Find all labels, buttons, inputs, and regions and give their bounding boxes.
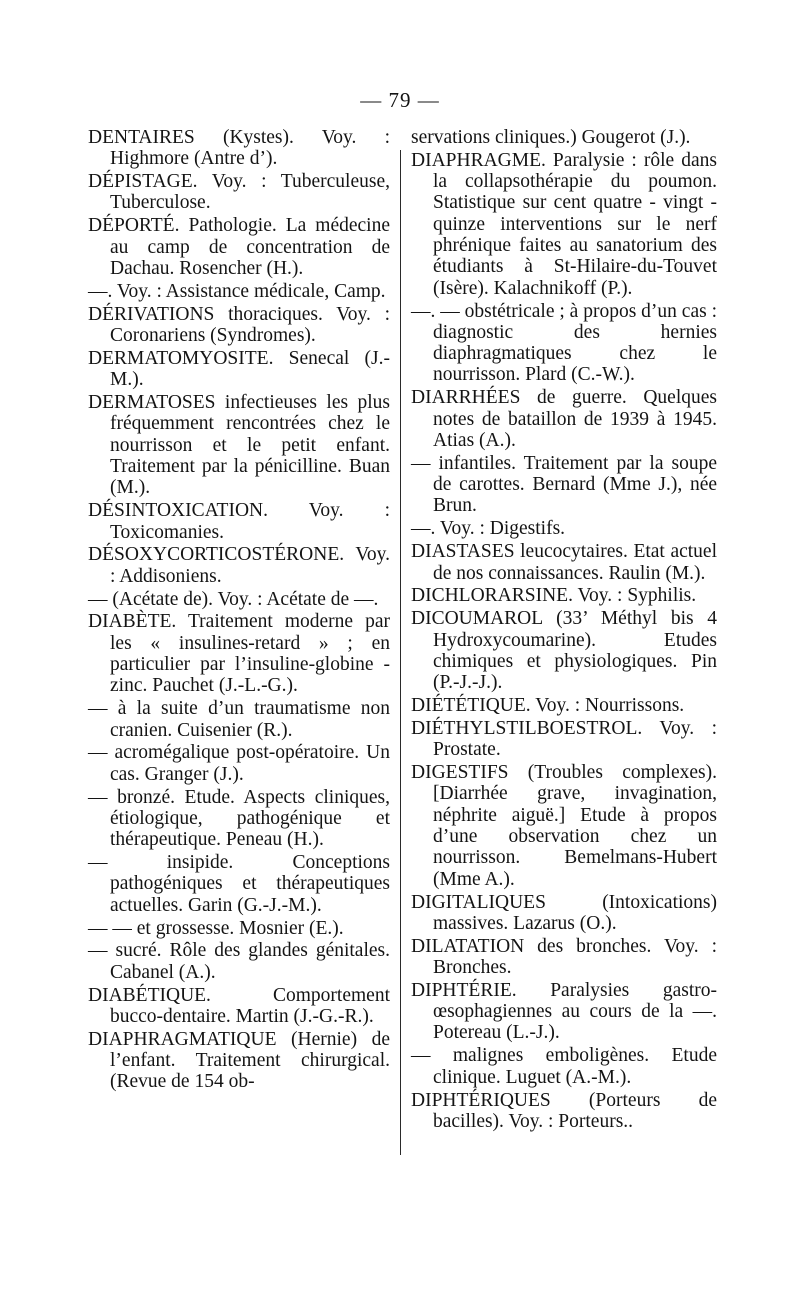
- index-entry: DIARRHÉES de guerre. Quelques notes de bataillon de 1939 à 1945. Atias (A.).: [411, 387, 717, 451]
- index-entry: DÉSINTOXICATION. Voy. : Toxicomanies.: [88, 500, 390, 543]
- index-entry: DIABÈTE. Traitement moderne par les « insulines-retard » ; en particulier par l’insuline-globine - zinc. Pauchet (J.-L.-G.).: [88, 611, 390, 697]
- index-subentry: — malignes emboligènes. Etude clinique. Luguet (A.-M.).: [411, 1045, 717, 1088]
- index-entry: DIGESTIFS (Troubles complexes). [Diarrhée grave, invagination, néphrite aiguë.] Etude à propos d’une observation chez un nourrisson. Bemelmans-Hubert (Mme A.).: [411, 762, 717, 890]
- index-subentry: — à la suite d’un traumatisme non cranien. Cuisenier (R.).: [88, 698, 390, 741]
- index-subentry: — insipide. Conceptions pathogéniques et thérapeutiques actuelles. Garin (G.-J.-M.).: [88, 852, 390, 916]
- index-entry: DÉSOXYCORTICOSTÉRONE. Voy. : Addisoniens.: [88, 544, 390, 587]
- index-entry: DÉPORTÉ. Pathologie. La médecine au camp de concentration de Dachau. Rosencher (H.).: [88, 215, 390, 279]
- index-entry: DIAPHRAGMATIQUE (Hernie) de l’enfant. Traitement chirurgical. (Revue de 154 ob-: [88, 1028, 390, 1093]
- index-entry: DERMATOSES infectieuses les plus fréquemment rencontrées chez le nourrisson et le petit enfant. Traitement par la pénicilline. Buan (M.).: [88, 392, 390, 499]
- index-subentry: — — et grossesse. Mosnier (E.).: [88, 917, 344, 939]
- index-entry: DIÉTHYLSTILBOESTROL. Voy. : Prostate.: [411, 717, 717, 761]
- index-subentry: —. — obstétricale ; à propos d’un cas : diagnostic des hernies diaphragmatiques chez le nourrisson. Plard (C.-W.).: [411, 300, 717, 386]
- index-subentry: —. Voy. : Assistance médicale, Camp.: [88, 280, 386, 302]
- right-column: [411, 127, 717, 1134]
- index-entry: DÉPISTAGE. Voy. : Tuberculeuse, Tuberculose.: [88, 171, 390, 214]
- index-subentry: — bronzé. Etude. Aspects cliniques, étiologique, pathogénique et thérapeutique. Peneau (H.).: [88, 786, 390, 851]
- index-entry: DIAPHRAGME. Paralysie : rôle dans la collapsothérapie du poumon. Statistique sur cent quatre - vingt - quinze interventions sur le nerf phrénique faites au sanatorium des étudiants à St-Hilaire-du-Touvet (Isère). Kalachnikoff (P.).: [411, 149, 717, 299]
- index-entry: DENTAIRES (Kystes). Voy. : Highmore (Antre d’).: [88, 127, 390, 170]
- page-number: — 79 —: [360, 88, 440, 112]
- index-entry: DILATATION des bronches. Voy. : Bronches.: [411, 935, 717, 978]
- index-entry: DIÉTÉTIQUE. Voy. : Nourrissons.: [411, 695, 685, 717]
- index-entry: DICOUMAROL (33’ Méthyl bis 4 Hydroxycoumarine). Etudes chimiques et physiologiques. Pin (P.-J.-J.).: [411, 608, 717, 694]
- index-entry-continued: servations cliniques.) Gougerot (J.).: [411, 127, 691, 148]
- index-entry: DICHLORARSINE. Voy. : Syphilis.: [411, 585, 697, 607]
- index-entry: DÉRIVATIONS thoraciques. Voy. : Coronariens (Syndromes).: [88, 303, 390, 347]
- index-entry: DIABÉTIQUE. Comportement bucco-dentaire. Martin (J.-G.-R.).: [88, 984, 390, 1027]
- left-column: [88, 127, 390, 1094]
- index-entry: DERMATOMYOSITE. Senecal (J.-M.).: [88, 347, 390, 391]
- index-entry: DIASTASES leucocytaires. Etat actuel de nos connaissances. Raulin (M.).: [411, 541, 717, 584]
- index-subentry: — (Acétate de). Voy. : Acétate de —.: [88, 588, 379, 610]
- index-subentry: — sucré. Rôle des glandes génitales. Cabanel (A.).: [88, 940, 390, 983]
- column-divider: [400, 150, 401, 1155]
- index-entry: DIPHTÉRIQUES (Porteurs de bacilles). Voy. : Porteurs..: [411, 1089, 717, 1132]
- index-subentry: —. Voy. : Digestifs.: [411, 518, 566, 540]
- index-entry: DIGITALIQUES (Intoxications) massives. Lazarus (O.).: [411, 891, 717, 934]
- index-subentry: — infantiles. Traitement par la soupe de carottes. Bernard (Mme J.), née Brun.: [411, 452, 717, 517]
- index-subentry: — acromégalique post-opératoire. Un cas. Granger (J.).: [88, 742, 390, 785]
- index-entry: DIPHTÉRIE. Paralysies gastro-œsophagiennes au cours de la —. Potereau (L.-J.).: [411, 979, 717, 1044]
